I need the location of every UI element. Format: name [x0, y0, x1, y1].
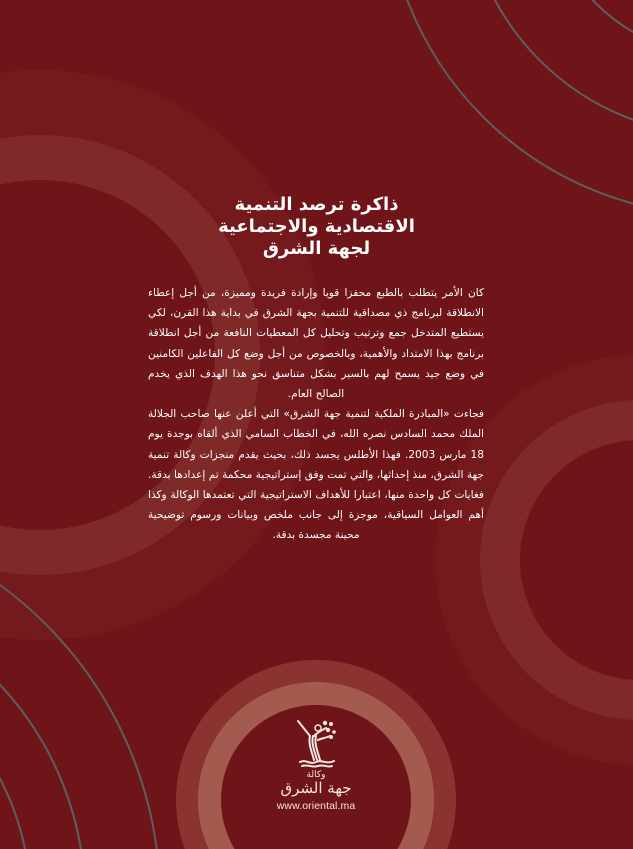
- agency-name: جهة الشرق: [280, 779, 352, 797]
- title-line-1: ذاكرة ترصد التنمية: [234, 194, 399, 215]
- title-line-3: لجهة الشرق: [262, 238, 371, 259]
- website-url[interactable]: www.oriental.ma: [276, 800, 356, 812]
- paragraph-2: فجاءت «المبادرة الملكية لتنمية جهة الشرق» التي أعلن عنها صاحب الجلالة الملك محمد السادس نصره الله، في الخطاب السامي الذي ألقاه بوجدة يوم 18 مارس 2003. فهذا الأطلس يجسد ذلك، بحيث يقدم منجزات وكالة تنمية جهة الشرق، منذ إحداثها، والتي تمت وفق إستراتيجية محكمة تم إعدادها بدقة. فغايات كل واحدة منها، اعتبارا للأهداف الاستراتيجية التي تعتمدها الوكالة وكذا أهم العوامل السياقية، موجزة إلى جانب ملخص وبيانات ورسوم توضيحية محينة مجسدة بدقة.: [148, 408, 484, 542]
- body-text: [148, 283, 484, 546]
- page-title: [0, 194, 633, 260]
- tree-emblem-icon: [292, 718, 340, 770]
- title-line-2: الاقتصادية والاجتماعية: [218, 216, 415, 237]
- agency-name-small: وكالة: [306, 770, 326, 780]
- top-right-arc-lines: [385, 0, 633, 215]
- paragraph-1: كان الأمر يتطلب بالطبع محفزا قويا وإرادة فريدة ومميزة، من أجل إعطاء الانطلاقة لبرنامج ذي مصداقية للتنمية بجهة الشرق في بداية هذا القرن، لكي يستطيع المتدخل جمع وترتيب وتحليل كل المعطيات النافعة من أجل انطلاقة برنامج بهذا الامتداد والأهمية، وبالخصوص من أجل وضع كل الفاعلين الكامنين في وضع جيد يسمح لهم بالسير بشكل متناسق نحو هذا الهدف الذي يخدم الصالح العام.: [148, 287, 484, 401]
- agency-logo: [266, 718, 366, 812]
